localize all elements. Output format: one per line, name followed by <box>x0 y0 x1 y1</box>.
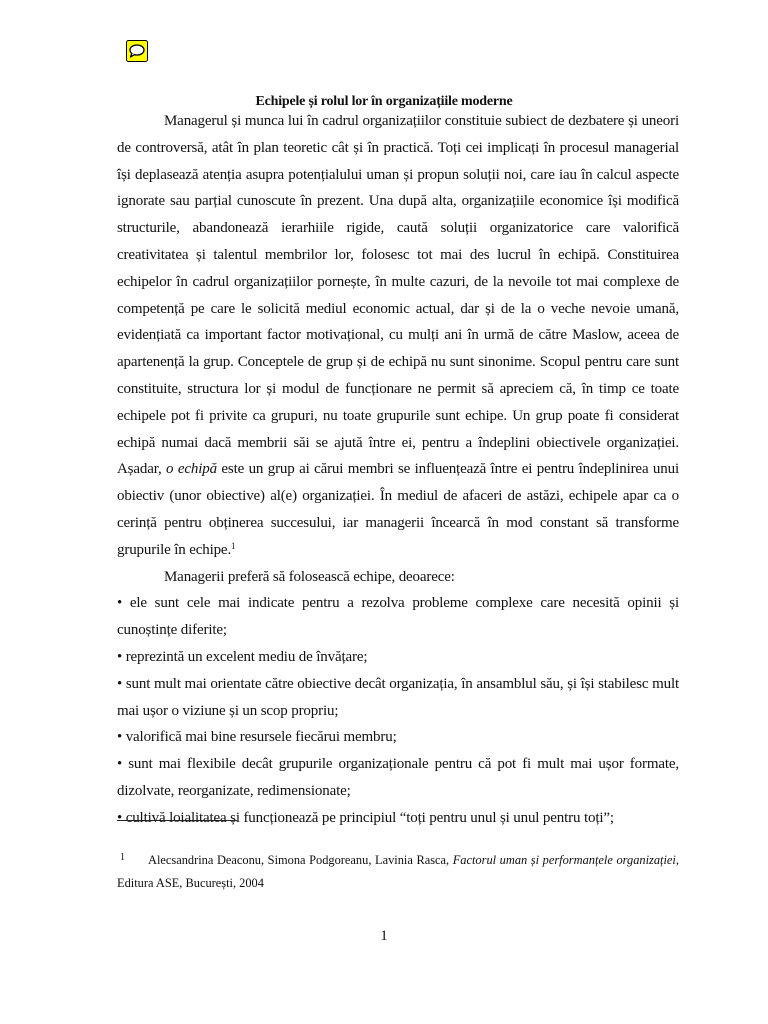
paragraph-intro: Managerul și munca lui în cadrul organizațiilor constituie subiect de dezbatere și uneori de controversă, atât în plan teoretic cât și în practică. Toți cei implicați în procesul managerial își deplasează atenția asupra potențialului uman și propun soluții noi, care iau în calcul aspecte ignorate sau parțial cunoscute în prezent. Una după alta, organizațiile economice își modifică structurile, abandonează ierarhiile rigide, caută soluții organizatorice care valorifică creativitatea și talentul membrilor lor, folosesc tot mai des lucrul în echipă. Constituirea echipelor în cadrul organizațiilor pornește, în multe cazuri, de la nevoile tot mai complexe de competență pe care le solicită mediul economic actual, dar și de la o veche nevoie umană, evidențiată ca important factor motivațional, cu mulți ani în urmă de către Maslow, aceea de apartenență la grup. Conceptele de grup și de echipă nu sunt sinonime. Scopul pentru care sunt constituite, structura lor și modul de funcționare ne permit să apreciem că, în timp ce toate echipele pot fi privite ca grupuri, nu toate grupurile sunt echipe. Un grup poate fi considerat echipă numai dacă membrii săi se ajută între ei, pentru a îndeplini obiectivele organizației. Așadar, o echipă este un grup ai cărui membri se influențează între ei pentru îndeplinirea unui obiectiv (unor obiective) al(e) organizației. În mediul de afaceri de astăzi, echipele apar ca o cerință pentru obținerea succesului, iar managerii încearcă în mod constant să transforme grupurile în echipe.$^1$ <box>117 113 679 558</box>
footnote-number: 1 <box>120 852 125 863</box>
bullet-item: • valorifică mai bine resursele fiecărui membru; <box>117 729 397 746</box>
bullet-item: • sunt mult mai orientate către obiective decât organizația, în ansamblul său, și își stabilesc mult mai ușor o viziune și un scop propriu; <box>117 675 679 719</box>
footnote-reference[interactable]: 1 <box>231 540 236 551</box>
document-title: Echipele și rolul lor în organizațiile moderne <box>255 94 513 109</box>
page-number: 1 <box>380 928 388 944</box>
footnote-publisher: , Editura ASE, București, 2004 <box>117 853 679 890</box>
paragraph-list-intro: Managerii preferă să folosească echipe, deoarece: <box>164 568 455 585</box>
footnote <box>117 846 679 895</box>
bullet-item: • sunt mai flexibile decât grupurile organizaționale pentru că pot fi mult mai ușor formate, dizolvate, reorganizate, redimensionate; <box>117 756 679 799</box>
bullet-item: • reprezintă un excelent mediu de învățare; <box>117 648 368 665</box>
definition-emphasis: o echipă <box>166 461 217 478</box>
bullet-item: • cultivă loialitatea și funcționează pe principiul “toți pentru unul și unul pentru toți”; <box>117 809 614 826</box>
body-text <box>117 108 679 832</box>
footnote-separator <box>117 820 237 821</box>
bullet-item: • ele sunt cele mai indicate pentru a rezolva probleme complexe care necesită opinii și cunoștințe diferite; <box>117 595 679 639</box>
comment-icon[interactable] <box>126 40 148 62</box>
footnote-authors: Alecsandrina Deaconu, Simona Podgoreanu, Lavinia Rasca, <box>148 853 453 867</box>
footnote-book-title: Factorul uman și performanțele organizației <box>452 853 676 867</box>
